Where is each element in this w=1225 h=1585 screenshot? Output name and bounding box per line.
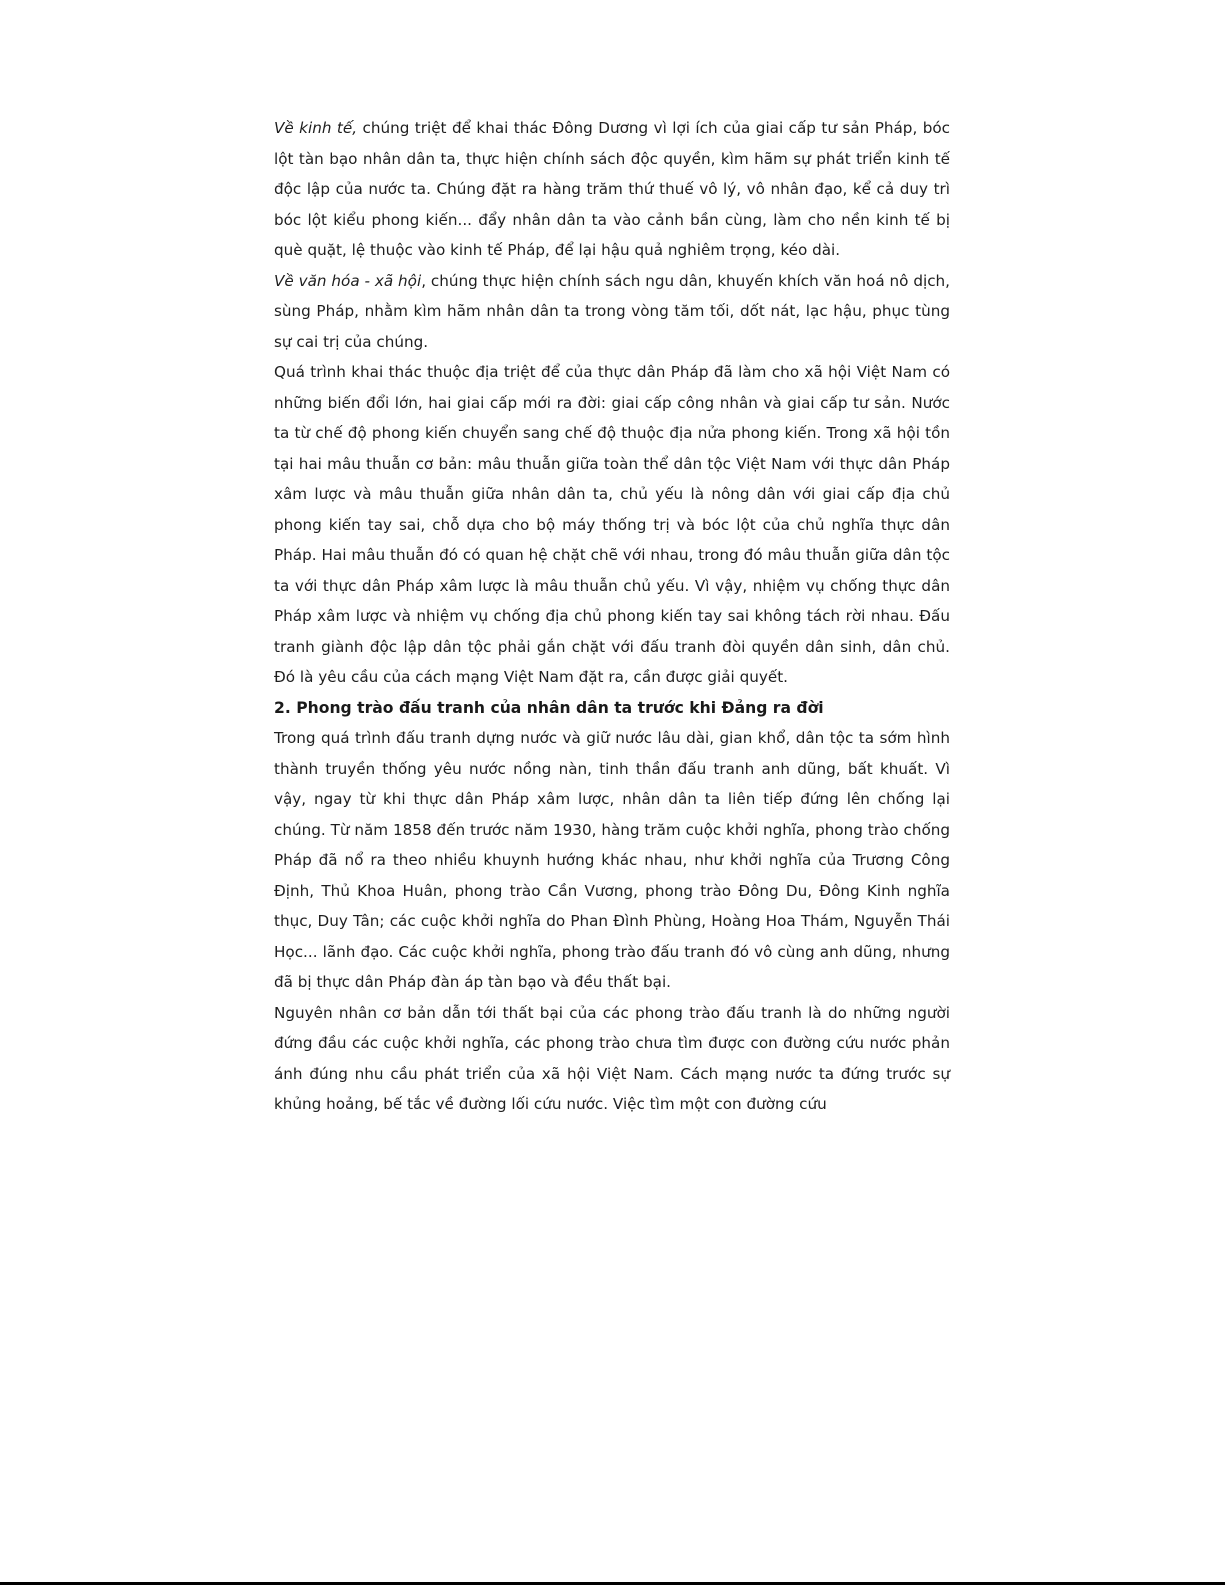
paragraph-causes: Nguyên nhân cơ bản dẫn tới thất bại của các phong trào đấu tranh là do những người đứng đầu các cuộc khởi nghĩa, các phong trào chưa tìm được con đường cứu nước phản ánh đúng nhu cầu phát triển của xã hội Việt Nam. Cách mạng nước ta đứng trước sự khủng hoảng, bế tắc về đường lối cứu nước. Việc tìm một con đường cứu <box>274 1003 950 1113</box>
document-page <box>274 113 950 1120</box>
paragraph-culture-text: , chúng thực hiện chính sách ngu dân, khuyến khích văn hoá nô dịch, sùng Pháp, nhằm kìm hãm nhân dân ta trong vòng tăm tối, dốt nát, lạc hậu, phục tùng sự cai trị của chúng. <box>274 271 950 351</box>
paragraph-economy <box>274 113 950 266</box>
paragraph-society: Quá trình khai thác thuộc địa triệt để của thực dân Pháp đã làm cho xã hội Việt Nam có những biến đổi lớn, hai giai cấp mới ra đời: giai cấp công nhân và giai cấp tư sản. Nước ta từ chế độ phong kiến chuyển sang chế độ thuộc địa nửa phong kiến. Trong xã hội tồn tại hai mâu thuẫn cơ bản: mâu thuẫn giữa toàn thể dân tộc Việt Nam với thực dân Pháp xâm lược và mâu thuẫn giữa nhân dân ta, chủ yếu là nông dân với giai cấp địa chủ phong kiến tay sai, chỗ dựa cho bộ máy thống trị và bóc lột của chủ nghĩa thực dân Pháp. Hai mâu thuẫn đó có quan hệ chặt chẽ với nhau, trong đó mâu thuẫn giữa dân tộc ta với thực dân Pháp xâm lược là mâu thuẫn chủ yếu. Vì vậy, nhiệm vụ chống thực dân Pháp xâm lược và nhiệm vụ chống địa chủ phong kiến tay sai không tách rời nhau. Đấu tranh giành độc lập dân tộc phải gắn chặt với đấu tranh đòi quyền dân sinh, dân chủ. Đó là yêu cầu của cách mạng Việt Nam đặt ra, cần được giải quyết. <box>274 363 950 686</box>
paragraph-economy-text: chúng triệt để khai thác Đông Dương vì lợi ích của giai cấp tư sản Pháp, bóc lột tàn bạo nhân dân ta, thực hiện chính sách độc quyền, kìm hãm sự phát triển kinh tế độc lập của nước ta. Chúng đặt ra hàng trăm thứ thuế vô lý, vô nhân đạo, kể cả duy trì bóc lột kiểu phong kiến... đẩy nhân dân ta vào cảnh bần cùng, làm cho nền kinh tế bị què quặt, lệ thuộc vào kinh tế Pháp, để lại hậu quả nghiêm trọng, kéo dài. <box>274 119 950 259</box>
paragraph-movements: Trong quá trình đấu tranh dựng nước và giữ nước lâu dài, gian khổ, dân tộc ta sớm hình thành truyền thống yêu nước nồng nàn, tinh thần đấu tranh anh dũng, bất khuất. Vì vậy, ngay từ khi thực dân Pháp xâm lược, nhân dân ta liên tiếp đứng lên chống lại chúng. Từ năm 1858 đến trước năm 1930, hàng trăm cuộc khởi nghĩa, phong trào chống Pháp đã nổ ra theo nhiều khuynh hướng khác nhau, như khởi nghĩa của Trương Công Định, Thủ Khoa Huân, phong trào Cần Vương, phong trào Đông Du, Đông Kinh nghĩa thục, Duy Tân; các cuộc khởi nghĩa do Phan Đình Phùng, Hoàng Hoa Thám, Nguyễn Thái Học... lãnh đạo. Các cuộc khởi nghĩa, phong trào đấu tranh đó vô cùng anh dũng, nhưng đã bị thực dân Pháp đàn áp tàn bạo và đều thất bại. <box>274 729 950 991</box>
paragraph-economy-label: Về kinh tế, <box>274 119 358 137</box>
paragraph-culture <box>274 266 950 358</box>
section-heading: 2. Phong trào đấu tranh của nhân dân ta trước khi Đảng ra đời <box>274 698 824 717</box>
paragraph-culture-label: Về văn hóa - xã hội <box>274 271 422 290</box>
